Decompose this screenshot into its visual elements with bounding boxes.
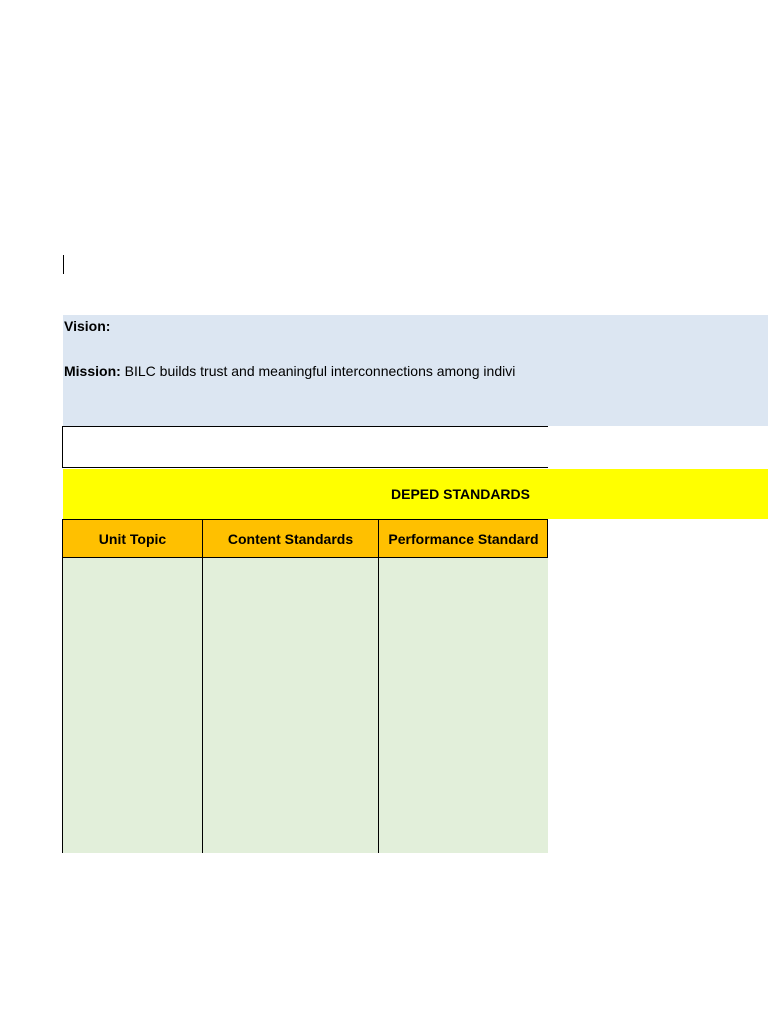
text-cursor bbox=[63, 255, 64, 274]
unit-topic-header[interactable]: Unit Topic bbox=[63, 519, 202, 558]
unit-topic-column bbox=[62, 519, 202, 853]
performance-standard-header[interactable]: Performance Standard bbox=[379, 519, 548, 558]
deped-standards-title: DEPED STANDARDS bbox=[391, 486, 530, 502]
mission-label: Mission: bbox=[64, 363, 121, 379]
content-standards-cell[interactable] bbox=[203, 558, 378, 853]
content-standards-column bbox=[202, 519, 378, 853]
table-right-border bbox=[547, 519, 548, 558]
performance-standard-column bbox=[378, 519, 548, 853]
unit-topic-cell[interactable] bbox=[63, 558, 202, 853]
standards-table bbox=[62, 519, 548, 853]
performance-standard-cell[interactable] bbox=[379, 558, 548, 853]
mission-text-line1 bbox=[64, 363, 548, 380]
vision-label: Vision: bbox=[64, 318, 111, 334]
content-standards-header[interactable]: Content Standards bbox=[203, 519, 378, 558]
empty-cell[interactable] bbox=[62, 426, 548, 468]
mission-text-line1-content: BILC builds trust and meaningful interconnections among indivi bbox=[120, 363, 516, 379]
